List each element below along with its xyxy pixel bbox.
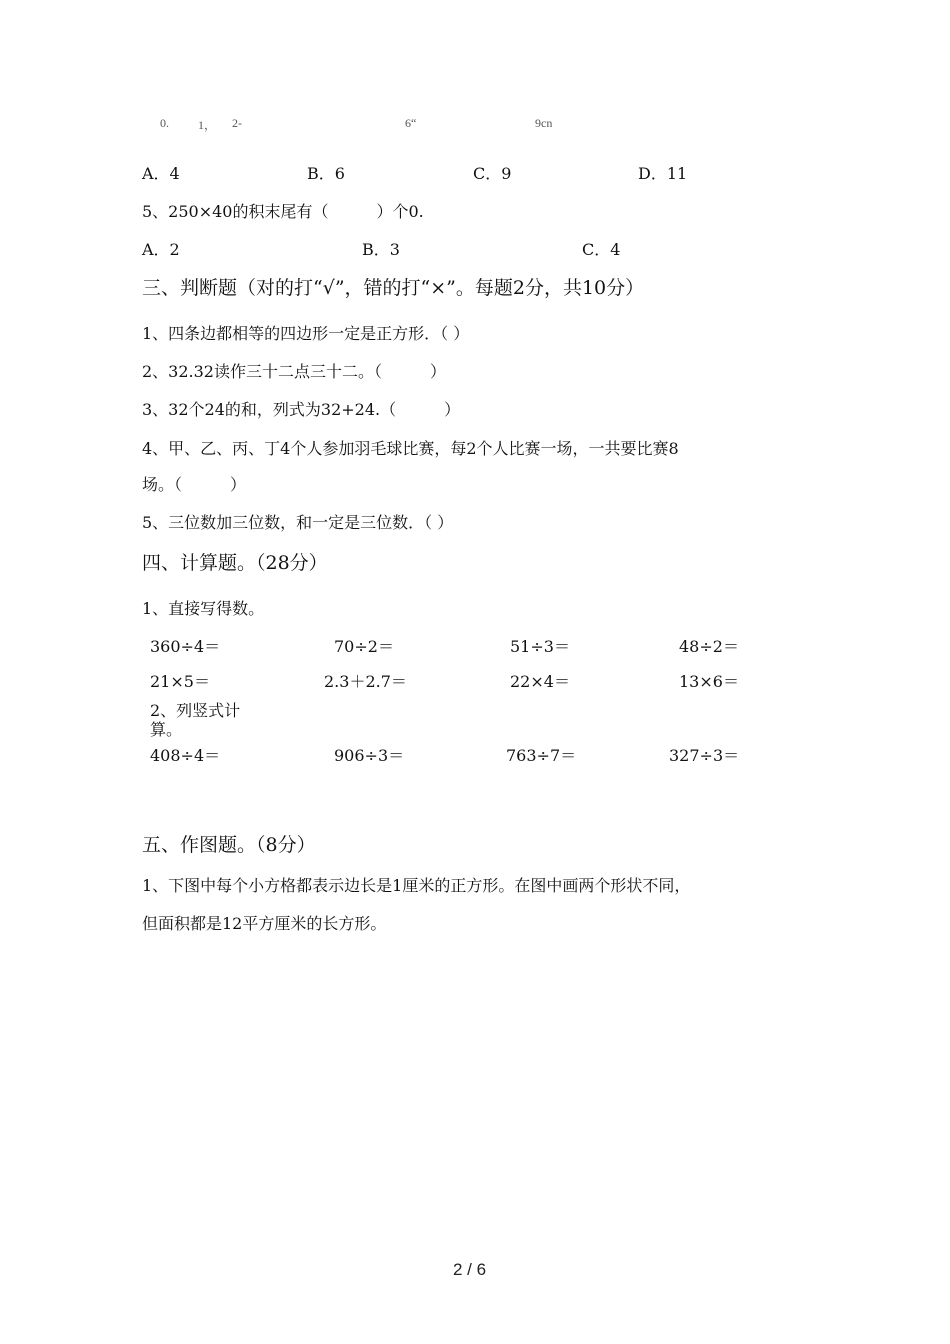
calc-r2-c4: 13×6＝ [679,672,739,691]
q5-option-a: A．2 [142,240,180,259]
calc-sub2-line1: 2、列竖式计 [150,701,241,720]
q5-option-b: B．3 [362,240,400,259]
judge-item-1: 1、四条边都相等的四边形一定是正方形．（ ） [142,324,470,343]
page-number: 2 / 6 [453,1260,487,1279]
q4-option-b: B．6 [307,164,345,183]
q5-stem: 5、250×40的积末尾有（ ）个0. [142,202,424,221]
calc-r3-c1: 408÷4＝ [150,746,221,765]
q5-option-c: C．4 [582,240,621,259]
calc-r1-c1: 360÷4＝ [150,637,221,656]
calc-r3-c3: 763÷7＝ [506,746,577,765]
calc-r2-c1: 21×5＝ [150,672,210,691]
calc-r2-c2: 2.3＋2.7＝ [324,672,407,691]
calc-r2-c3: 22×4＝ [510,672,570,691]
ruler-label-2: 2- [232,116,242,130]
q4-option-d: D．11 [638,164,688,183]
calc-r3-c4: 327÷3＝ [669,746,740,765]
section3-title: 三、判断题（对的打“√”，错的打“×”。每题2分，共10分） [142,277,645,299]
ruler-label-1: 1， [198,118,217,132]
calc-sub2-line2: 算。 [150,720,183,739]
judge-item-5: 5、三位数加三位数，和一定是三位数．（ ） [142,513,454,532]
judge-item-4: 4、甲、乙、丙、丁4个人参加羽毛球比赛，每2个人比赛一场，一共要比赛8 [142,439,679,458]
q4-option-a: A．4 [142,164,180,183]
calc-r1-c4: 48÷2＝ [679,637,739,656]
calc-r3-c2: 906÷3＝ [334,746,405,765]
calc-r1-c3: 51÷3＝ [510,637,570,656]
judge-item-4-cont: 场。（ ） [142,475,247,494]
draw-question-line1: 1、下图中每个小方格都表示边长是1厘米的正方形。在图中画两个形状不同， [142,876,691,895]
calc-sub1: 1、直接写得数。 [142,599,265,618]
q4-option-c: C．9 [473,164,512,183]
section4-title: 四、计算题。（28分） [142,552,328,574]
ruler-label-6: 6“ [405,116,417,130]
ruler-label-0: 0. [160,116,169,130]
draw-question-line2: 但面积都是12平方厘米的长方形。 [142,914,387,933]
judge-item-2: 2、32.32读作三十二点三十二。（ ） [142,362,446,381]
ruler-label-9: 9cn [535,116,553,130]
calc-r1-c2: 70÷2＝ [334,637,394,656]
judge-item-3: 3、32个24的和，列式为32+24.（ ） [142,400,461,419]
section5-title: 五、作图题。（8分） [142,834,316,856]
